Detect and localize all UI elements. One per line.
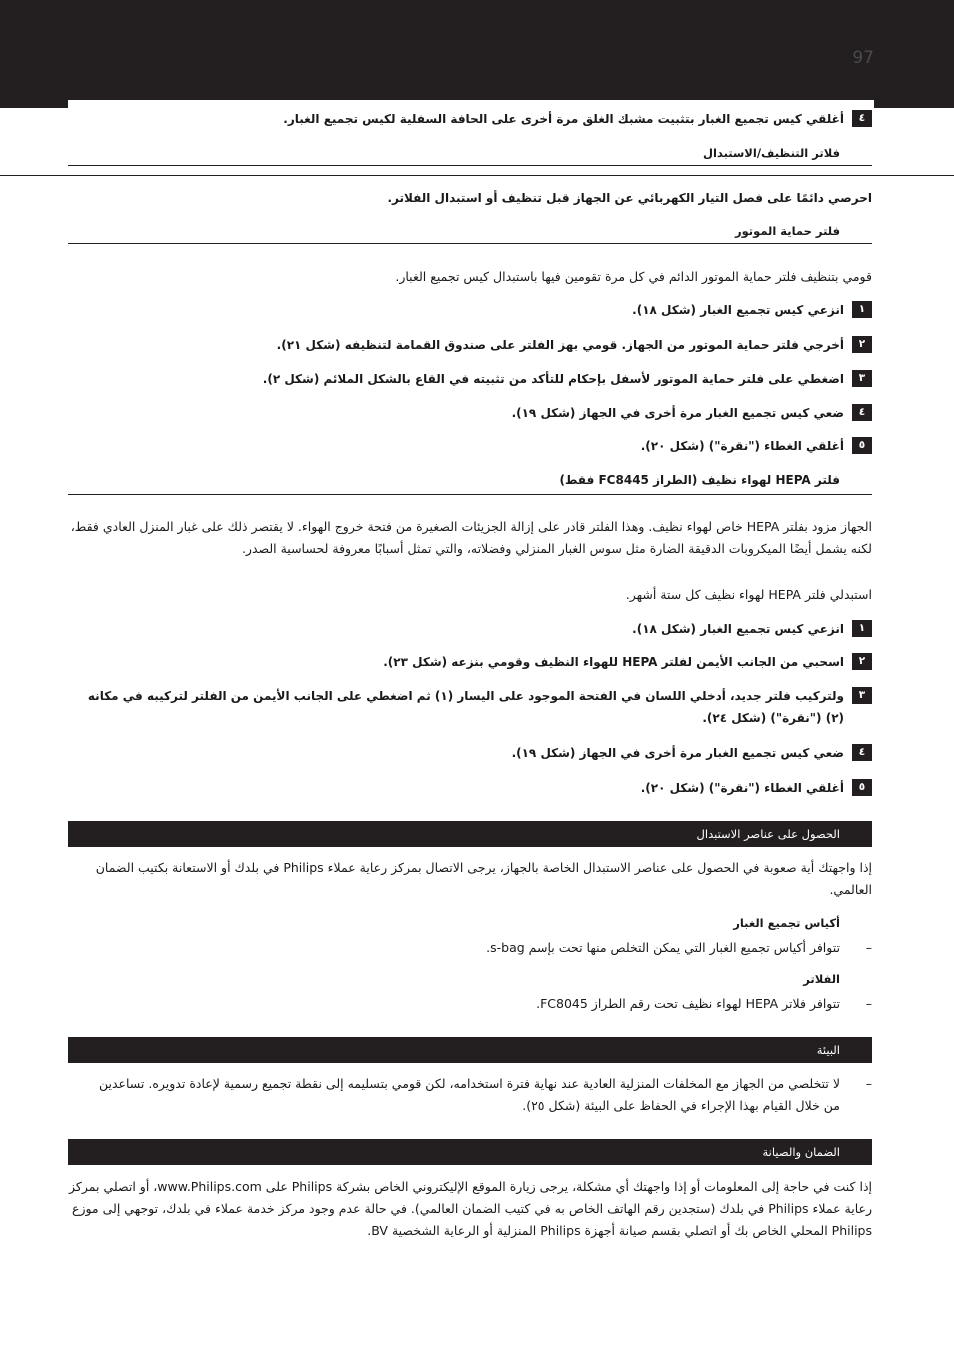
step-number: ١ (852, 620, 872, 637)
step-text: أغلقي الغطاء ("نقرة") (شكل ٢٠). (640, 439, 844, 453)
step-text: أخرجي فلتر حماية الموتور من الجهاز. قومي بهز الفلتر على صندوق القمامة لتنظيفه (شكل ٢١). (276, 338, 844, 352)
step-number: ٣ (852, 687, 872, 704)
bags-text: تتوافر أكياس تجميع الغبار التي يمكن التخلص منها تحت بإسم s-bag. (486, 940, 840, 955)
step-text: اضغطي على فلتر حماية الموتور لأسفل بإحكام للتأكد من تثبيته في القاع بالشكل الملائم (شكل ٢). (262, 372, 844, 386)
bags-title: أكياس تجميع الغبار (733, 916, 840, 930)
motor-step (82, 368, 872, 390)
step-number: ٤ (852, 110, 872, 127)
page-number: 97 (852, 48, 874, 68)
step-number: ٥ (852, 779, 872, 796)
step-number: ٤ (852, 404, 872, 421)
motor-filter-intro: قومي بتنظيف فلتر حماية الموتور الدائم في كل مرة تقومين فيها باستبدال كيس تجميع الغبار. (395, 269, 872, 284)
step-text: ضعي كيس تجميع الغبار مرة أخرى في الجهاز (شكل ١٩). (511, 746, 844, 760)
step-number: ٣ (852, 370, 872, 387)
step-number: ٤ (852, 744, 872, 761)
filters-warning: احرصي دائمًا على فصل التيار الكهربائي عن الجهاز قبل تنظيف أو استبدال الفلاتر. (387, 191, 872, 205)
hepa-intro: الجهاز مزود بفلتر HEPA خاص لهواء نظيف. وهذا الفلتر قادر على إزالة الجزيئات الصغيرة من فتحة خروج الهواء. لا يقتصر ذلك على غبار المنزل العادي فقط، لكنه يشمل أيضًا الميكروبات الدقيقة الضارة مثل سوس الغبار المنزلي وفضلاته، والتي تمثل أسبابًا معروفة لحساسية الصدر. (70, 519, 872, 556)
hepa-step (82, 742, 872, 764)
dash: – (865, 1076, 872, 1091)
environment-section-bar (68, 1037, 872, 1063)
rule (68, 165, 872, 166)
dash: – (865, 940, 872, 955)
top-step (82, 108, 872, 130)
step-number: ٢ (852, 653, 872, 670)
environment-text: لا تتخلصي من الجهاز مع المخلفات المنزلية العادية عند نهاية فترة استخدامه، لكن قومي بتسليمه إلى نقطة تجميع رسمية لإعادة تدويره. تساعدين من خلال القيام بهذا الإجراء في الحفاظ على البيئة (شكل ٢٥). (98, 1076, 840, 1113)
guarantee-text: إذا كنت في حاجة إلى المعلومات أو إذا واجهتك أي مشكلة، يرجى زيارة الموقع الإليكتروني الخاص بشركة Philips على www.Philips.com، أو اتصلي بمركز رعاية عملاء Philips في بلدك (ستجدين رقم الهاتف الخاص به في كتيب الضمان العالمي). في حالة عدم وجود مركز خدمة عملاء في بلدك، توجهي إلى موزع Philips المحلي الخاص بك أو اتصلي بقسم صيانة أجهزة Philips المنزلية أو الرعاية الشخصية BV. (69, 1179, 872, 1238)
step-text: انزعي كيس تجميع الغبار (شكل ١٨). (632, 303, 844, 317)
motor-filter-heading: فلتر حماية الموتور (734, 224, 840, 238)
accessories-heading: الحصول على عناصر الاستبدال (696, 827, 840, 841)
hepa-step (82, 651, 872, 673)
rule (68, 494, 872, 495)
rule (0, 175, 954, 176)
hepa-step (66, 685, 872, 729)
guarantee-heading: الضمان والصيانة (762, 1145, 840, 1159)
step-text: ولتركيب فلتر جديد، أدخلي اللسان في الفتحة الموجود على اليسار (١) ثم اضغطي على الجانب الأيمن من الفلتر لتركيبه في مكانه (٢) ("نقرة") (شكل ٢٤). (87, 689, 844, 725)
filters-title: الفلاتر (803, 972, 840, 986)
filters-heading: فلاتر التنظيف/الاستبدال (703, 146, 840, 160)
environment-heading: البيئة (816, 1043, 840, 1057)
motor-step (82, 435, 872, 457)
motor-step (82, 402, 872, 424)
hepa-step (82, 618, 872, 640)
step-text: اسحبي من الجانب الأيمن لفلتر HEPA للهواء النظيف وقومي بنزعه (شكل ٢٣). (383, 655, 844, 669)
hepa-step (82, 777, 872, 799)
bags-item (82, 937, 872, 959)
hepa-note: استبدلي فلتر HEPA لهواء نظيف كل ستة أشهر. (625, 587, 872, 602)
hepa-heading: فلتر HEPA لهواء نظيف (الطراز FC8445 فقط) (559, 473, 840, 487)
step-text: أغلقي الغطاء ("نقرة") (شكل ٢٠). (640, 781, 844, 795)
step-number: ٥ (852, 437, 872, 454)
motor-step (82, 334, 872, 356)
environment-item (82, 1073, 872, 1117)
filters-text: تتوافر فلاتر HEPA لهواء نظيف تحت رقم الطراز FC8045. (536, 996, 840, 1011)
header-edge (68, 100, 874, 108)
step-text: ضعي كيس تجميع الغبار مرة أخرى في الجهاز (شكل ١٩). (511, 406, 844, 420)
dash: – (865, 996, 872, 1011)
step-number: ١ (852, 301, 872, 318)
accessories-section-bar (68, 821, 872, 847)
guarantee-section-bar (68, 1139, 872, 1165)
accessories-intro: إذا واجهتك أية صعوبة في الحصول على عناصر الاستبدال الخاصة بالجهاز، يرجى الاتصال بمركز رعاية عملاء Philips في بلدك أو الاستعانة بكتيب الضمان العالمي. (95, 860, 872, 897)
step-text: انزعي كيس تجميع الغبار (شكل ١٨). (632, 622, 844, 636)
rule (68, 243, 872, 244)
top-header-bar (0, 0, 954, 108)
step-number: ٢ (852, 336, 872, 353)
step-text: أغلقي كيس تجميع الغبار بتثبيت مشبك الغلق مرة أخرى على الحافة السفلية لكيس تجميع الغبار. (283, 112, 844, 126)
motor-step (82, 299, 872, 321)
filters-item (82, 993, 872, 1015)
